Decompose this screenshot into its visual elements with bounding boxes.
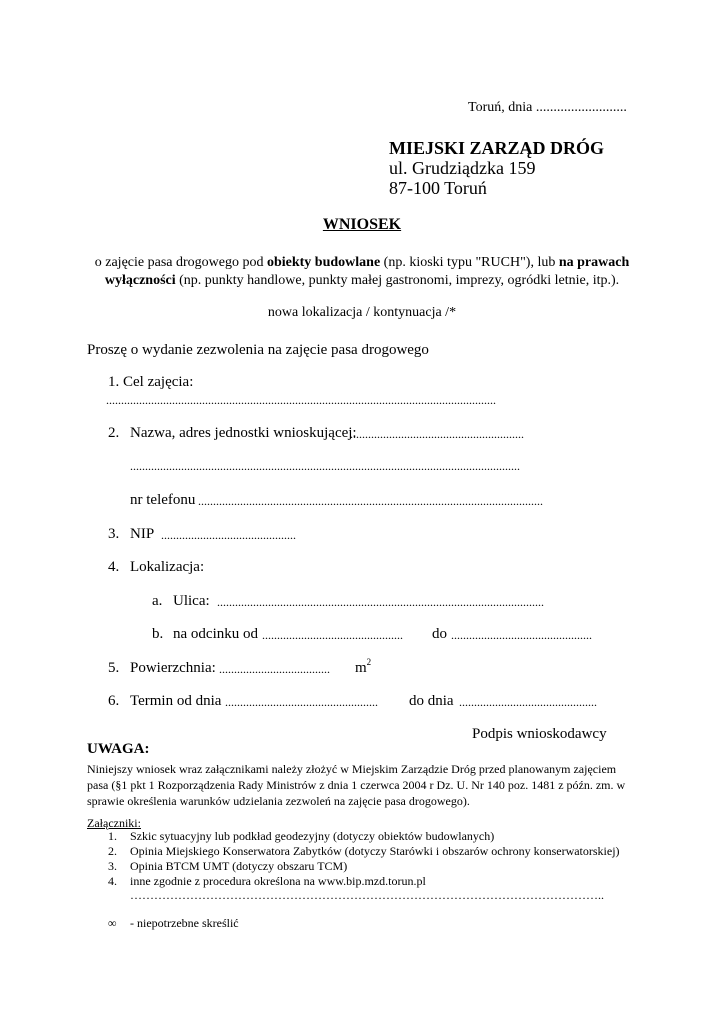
field-nazwa-number: 2. bbox=[108, 425, 120, 441]
field-nazwa-input[interactable]: .......................................................... bbox=[350, 427, 524, 441]
field-termin-label: Termin od dnia bbox=[130, 693, 222, 709]
attachment-other-input[interactable]: ……………………………………………………………………………………………………….. bbox=[130, 888, 604, 902]
attachments-list bbox=[108, 829, 620, 889]
field-powierzchnia-unit: $m^2$ bbox=[355, 657, 372, 676]
field-ulica-label: Ulica: bbox=[173, 593, 210, 609]
field-termin-from-input[interactable]: ................................................... bbox=[225, 695, 378, 709]
field-cel-input[interactable]: .................................................................................................................................. bbox=[106, 393, 496, 407]
notice-line-2: pasa (§1 pkt 1 Rozporządzenia Rady Ministrów z dnia 1 czerwca 2004 r Dz. U. Nr 140 poz. 1481 z późn. zm. w bbox=[87, 778, 626, 792]
field-odcinek-to-input[interactable]: ............................................... bbox=[451, 628, 592, 642]
recipient-street: ul. Grudziądzka 159 bbox=[389, 158, 536, 178]
recipient-name: MIEJSKI ZARZĄD DRÓG bbox=[389, 138, 605, 158]
field-odcinek-from-input[interactable]: ............................................... bbox=[262, 628, 403, 642]
field-nazwa-input-2[interactable]: .................................................................................................................................. bbox=[130, 459, 520, 473]
field-powierzchnia-number: 5. bbox=[108, 660, 120, 676]
field-termin-number: 6. bbox=[108, 693, 120, 709]
attachment-item: 4. inne zgodnie z procedura określona na www.bip.mzd.torun.pl bbox=[108, 874, 426, 888]
field-termin-to-input[interactable]: .............................................. bbox=[459, 695, 597, 709]
field-nip-label: NIP bbox=[130, 526, 155, 542]
field-odcinek-to-label: do bbox=[432, 626, 447, 642]
attachment-item: 1. Szkic sytuacyjny lub podkład geodezyjny (dotyczy obiektów budowlanych) bbox=[108, 829, 495, 843]
footnote-text: - niepotrzebne skreślić bbox=[130, 916, 239, 930]
place-date: Toruń, dnia .......................... bbox=[468, 100, 627, 115]
field-cel-label: 1. Cel zajęcia: bbox=[108, 374, 194, 390]
notice-line-1: Niniejszy wniosek wraz załącznikami należy złożyć w Miejskim Zarządzie Dróg przed planowanym zajęciem bbox=[87, 762, 617, 776]
location-type: nowa lokalizacja / kontynuacja /* bbox=[267, 305, 457, 320]
page-title: WNIOSEK bbox=[322, 216, 402, 233]
recipient-city: 87-100 Toruń bbox=[389, 178, 487, 198]
attachment-item: 2. Opinia Miejskiego Konserwatora Zabytków (dotyczy Starówki i obszarów ochrony konserwatorskiej) bbox=[108, 844, 620, 858]
field-lokalizacja-label: Lokalizacja: bbox=[130, 559, 205, 575]
field-powierzchnia-label: Powierzchnia: bbox=[130, 660, 216, 676]
field-nip-input[interactable]: ............................................. bbox=[161, 528, 296, 542]
field-powierzchnia-input[interactable]: ..................................... bbox=[219, 662, 330, 676]
attachments-heading: Załączniki: bbox=[87, 816, 141, 830]
field-lokalizacja-number: 4. bbox=[108, 559, 120, 575]
field-ulica-input[interactable]: ............................................................................................................. bbox=[217, 595, 544, 609]
notice-line-3: sprawie określenia warunków udzielania zezwoleń na zajęcie pasa drogowego). bbox=[87, 794, 470, 808]
field-nip-number: 3. bbox=[108, 526, 120, 542]
field-termin-to-label: do dnia bbox=[409, 693, 454, 709]
footnote-symbol: ∞ bbox=[108, 916, 117, 930]
attachment-item: 3. Opinia BTCM UMT (dotyczy obszaru TCM) bbox=[108, 859, 348, 873]
notice-heading: UWAGA: bbox=[87, 741, 150, 757]
field-odcinek-number: b. bbox=[152, 626, 164, 642]
field-telefon-label: nr telefonu bbox=[130, 492, 196, 508]
field-telefon-input[interactable]: ................................................................................................................... bbox=[198, 494, 543, 508]
field-nazwa-label: Nazwa, adres jednostki wnioskującej: bbox=[130, 425, 357, 441]
signature-label: Podpis wnioskodawcy bbox=[472, 726, 607, 742]
recipient-address bbox=[389, 138, 604, 198]
intro-text: Proszę o wydanie zezwolenia na zajęcie pasa drogowego bbox=[87, 342, 429, 358]
subtitle: o zajęcie pasa drogowego pod obiekty budowlane (np. kioski typu "RUCH"), lub na prawach wyłączności (np. punkty handlowe, punkty małej gastronomi, imprezy, ogródki letnie, itp.). bbox=[94, 255, 630, 288]
field-odcinek-label: na odcinku od bbox=[173, 626, 258, 642]
field-ulica-number: a. bbox=[152, 593, 163, 609]
notice-text bbox=[87, 761, 639, 809]
